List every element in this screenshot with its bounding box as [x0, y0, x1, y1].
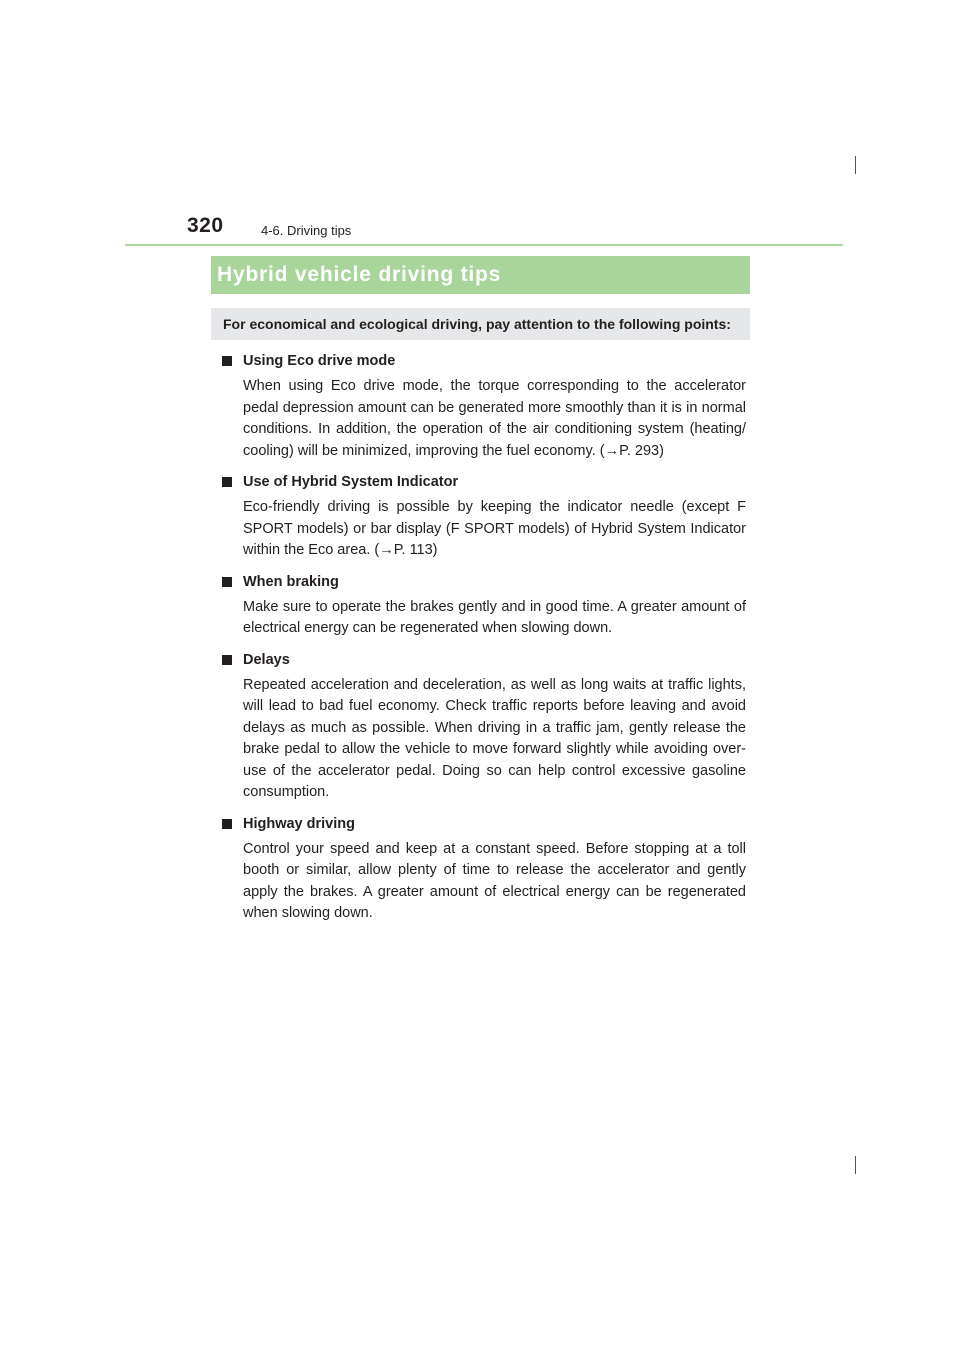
tip-item [222, 570, 746, 640]
header-divider [125, 244, 843, 246]
square-bullet-icon [222, 655, 232, 665]
tip-body: Eco-friendly driving is possible by keeping the indicator needle (except F SPORT models) or bar display (F SPORT models) of Hybrid System Indicator within the Eco area. (→P. 113) [243, 499, 746, 558]
tip-body: Make sure to operate the brakes gently and in good time. A greater amount of electrical energy can be regenerated when slowing down. [243, 598, 746, 636]
crop-mark-top [855, 156, 856, 174]
tip-item [222, 349, 746, 462]
intro-text: For economical and ecological driving, pay attention to the following points: [223, 316, 731, 332]
tip-item [222, 648, 746, 804]
tip-heading: Highway driving [243, 815, 355, 832]
section-reference: 4-6. Driving tips [261, 223, 352, 238]
square-bullet-icon [222, 356, 232, 366]
section-title-bar [211, 256, 750, 294]
tip-body: Repeated acceleration and deceleration, as well as long waits at traffic lights, will lead to bad fuel economy. Check traffic reports before leaving and avoid delays as much as possible. When driving in a traffic jam, gently release the brake pedal to allow the vehicle to move forward slightly while avoiding over-use of the accelerator pedal. Doing so can help control excessive gasoline consumption. [243, 676, 746, 800]
square-bullet-icon [222, 819, 232, 829]
square-bullet-icon [222, 577, 232, 587]
tip-heading: Delays [243, 651, 290, 668]
tip-item [222, 812, 746, 925]
tip-body: When using Eco drive mode, the torque corresponding to the accelerator pedal depression amount can be generated more smoothly than it is in normal conditions. In addition, the operation of the air conditioning system (heating/ cooling) will be minimized, improving the fuel economy. (→P. 293) [243, 378, 746, 459]
tip-heading: When braking [243, 573, 339, 590]
tip-body: Control your speed and keep at a constant speed. Before stopping at a toll booth or similar, allow plenty of time to release the accelerator and gently apply the brakes. A greater amount of electrical energy can be regenerated when slowing down. [243, 840, 746, 921]
square-bullet-icon [222, 477, 232, 487]
tip-heading: Using Eco drive mode [243, 353, 396, 369]
intro-box [211, 308, 750, 340]
tip-item [222, 470, 746, 562]
tip-heading: Use of Hybrid System Indicator [243, 474, 459, 490]
tips-list [222, 349, 746, 933]
page-number: 320 [187, 214, 224, 237]
section-title: Hybrid vehicle driving tips [217, 263, 502, 286]
crop-mark-bottom [855, 1156, 856, 1174]
